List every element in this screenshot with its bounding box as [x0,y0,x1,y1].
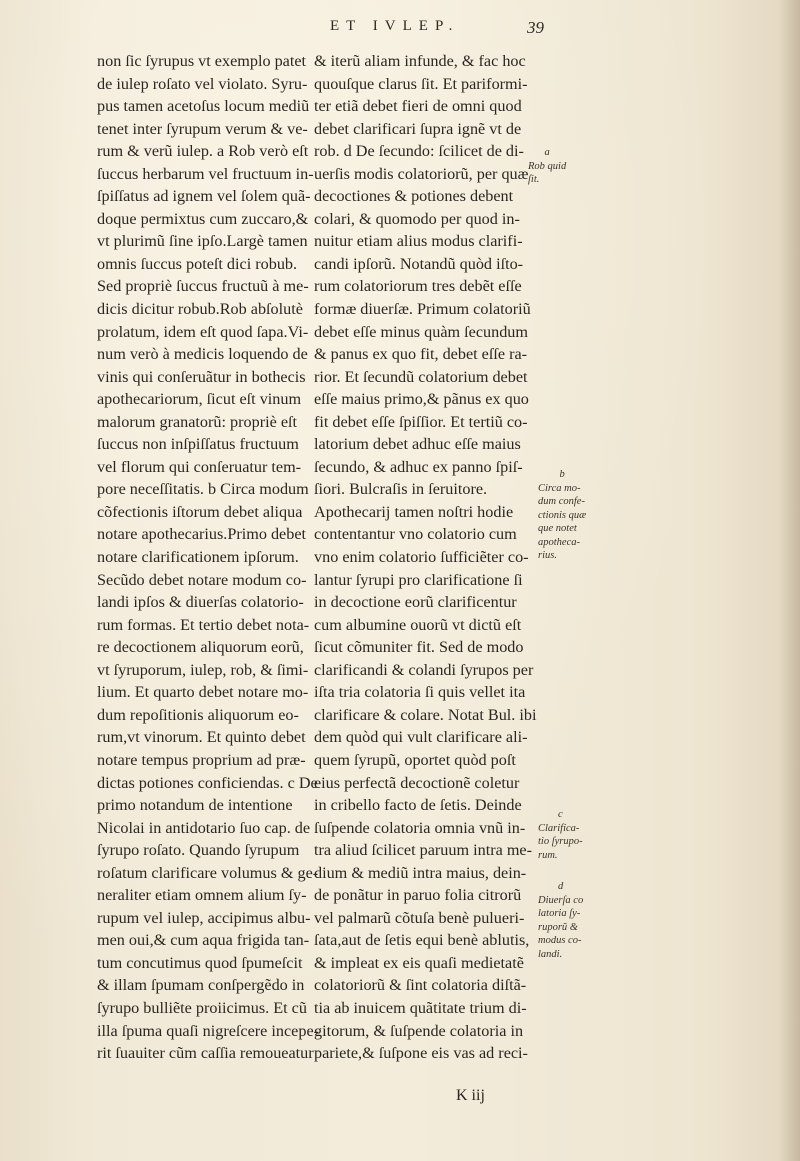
text-line: vel florum qui conſeruatur tem- [97,457,302,476]
text-line: ſiori. Bulcraſis in ſeruitore. [314,480,488,499]
text-line: ſuccus herbarum vel fructuum in- [97,164,314,183]
text-line: primo notandum de intentione [97,796,293,815]
text-line: vt ſyruporum, iulep, rob, & ſimi- [97,660,309,679]
text-line: & iterũ aliam infunde, & fac hoc [314,52,526,70]
margin-note-line: c [557,809,563,820]
text-line: prolatum, idem eſt quod ſapa.Vi- [97,322,309,341]
text-line: ter etiã debet fieri de omni quod [314,97,522,116]
text-line: ſpiſſatus ad ignem vel ſolem quã- [97,187,311,206]
text-line: apothecariorum, ſicut eſt vinum [97,390,302,409]
text-line: vno enim colatorio ſufficiẽter co- [314,548,529,567]
text-line: eius perfectã decoctionẽ coletur [314,773,520,792]
text-line: roſatum clarificare volumus & ge- [97,863,319,882]
text-line: colatoriorũ & ſint colatoria diſtã- [314,976,527,995]
text-line: re decoctionem aliquorum eorũ, [97,638,304,657]
text-line: notare clarificationem ipſorum. [97,548,299,567]
text-line: uerſis modis colatoriorũ, per quæ [314,164,529,183]
text-line: clarificare & colare. Notat Bul. ibi [314,705,537,724]
text-line: debet eſſe minus quàm ſecundum [314,322,528,341]
text-line: pus tamen acetoſus locum mediũ [97,97,310,116]
text-line: non ſic ſyrupus vt exemplo patet [97,52,307,70]
text-line: formæ diuerſæ. Primum colatoriũ [314,300,531,319]
text-line: vt plurimũ ſine ipſo.Largè tamen [97,232,308,251]
text-line: tenet inter ſyrupum verum & ve- [97,119,308,138]
text-line: ſicut cõmuniter fit. Sed de modo [314,638,524,657]
margin-note-line: que notet [538,523,577,534]
margin-note-line: d [557,881,564,892]
text-line: ſyrupo roſato. Quando ſyrupum [97,841,300,860]
text-line: rum,vt vinorum. Et quinto debet [97,728,306,747]
text-line: notare tempus proprium ad præ- [97,750,306,769]
text-line: lium. Et quarto debet notare mo- [97,683,309,702]
text-line: notare apothecarius.Primo debet [97,525,307,544]
text-line: vel palmarũ cõtuſa benè pulueri- [314,908,525,927]
margin-note-line: tio ſyrupo- [538,836,583,847]
margin-note-line: ctionis quæ [538,509,587,521]
text-line: doque permixtus cum zuccaro,& [97,209,309,228]
text-line: & panus ex quo fit, debet eſſe ra- [314,345,528,364]
signature-mark: K iij [456,1087,485,1104]
text-line: lantur ſyrupi pro clarificatione ſi [314,570,523,589]
text-line: ſuccus non inſpiſſatus fructuum [97,435,299,454]
margin-note-line: ruporũ & [538,921,578,933]
margin-note-line: Circa mo- [538,482,581,494]
text-line: in cribello facto de ſetis. Deinde [314,796,522,815]
text-line: landi ipſos & diuerſas colatorio- [97,593,304,612]
margin-note-line: Diuerſa co [538,894,584,906]
text-line: candi ipſorũ. Notandũ quòd iſto- [314,254,524,273]
text-line: iſta tria colatoria ſi quis vellet ita [314,683,526,702]
text-line: gitorum, & ſuſpende colatoria in [314,1021,524,1040]
text-line: & illam ſpumam conſpergẽdo in [97,976,305,995]
text-line: Apothecarij tamen noſtri hodie [314,502,514,521]
text-line: rob. d De ſecundo: ſcilicet de di- [314,142,524,161]
text-line: rum colatoriorum tres debẽt eſſe [314,277,522,296]
margin-note-line: a [544,147,550,158]
text-line: colari, & quomodo per quod in- [314,209,520,228]
text-line: dium & mediũ intra maius, dein- [314,863,527,882]
text-line: latorium debet adhuc eſſe maius [314,435,521,454]
text-line: rum formas. Et tertio debet nota- [97,615,310,634]
margin-note-line: rum. [538,849,558,861]
text-line: in decoctione eorũ clarificentur [314,593,517,612]
margin-note-b [538,468,586,563]
text-line: quouſque clarus ſit. Et pariformi- [314,74,528,93]
text-line: dicis dicitur robub.Rob abſolutè [97,300,303,319]
text-line: malorum granatorũ: propriè eſt [97,412,298,431]
text-line: cõfectionis iſtorum debet aliqua [97,502,303,521]
text-line: rit ſuauiter cũm caſſia remoueatur [97,1044,314,1063]
text-line: men oui,& cum aqua frigida tan- [97,931,310,950]
text-line: neraliter etiam omnem alium ſy- [97,886,307,905]
margin-note-line: modus co- [538,935,582,946]
page-header [0,14,800,44]
text-line: tia ab inuicem quãtitate trium di- [314,998,527,1017]
text-line: num verò à medicis loquendo de [97,345,308,364]
text-line: tum concutimus quod ſpumeſcit [97,953,303,972]
left-text-column [97,50,320,1065]
text-line: ſyrupo bulliẽte proiicimus. Et cũ [97,998,307,1017]
text-line: contentantur vno colatorio cum [314,525,517,544]
text-line: dum repoſitionis aliquorum eo- [97,705,299,724]
margin-note-line: Clarifica- [538,822,580,834]
margin-note-line: apotheca- [538,536,580,548]
margin-note-d [538,880,583,961]
text-line: Nicolai in antidotario ſuo cap. de [97,818,311,837]
text-line: tra aliud ſcilicet paruum intra me- [314,841,532,860]
text-line: dem quòd qui vult clarificare ali- [314,728,528,747]
text-line: eſſe maius primo,& pãnus ex quo [314,390,529,409]
text-line: clarificandi & colandi ſyrupos per [314,660,534,679]
margin-note-line: Rob quid [528,160,567,172]
text-line: nuitur etiam alius modus clarifi- [314,232,523,251]
text-line: Secũdo debet notare modum co- [97,570,307,589]
margin-note-a [528,146,566,187]
text-line: quem ſyrupũ, oportet quòd poſt [314,750,516,769]
right-text-column [314,50,537,1065]
text-line: ſecundo, & adhuc ex panno ſpiſ- [314,457,523,476]
text-line: dictas potiones conficiendas. c De [97,773,318,792]
text-line: cum albumine ouorũ vt dictũ eſt [314,615,522,634]
text-line: debet clarificari ſupra ignẽ vt de [314,119,522,138]
text-line: de iulep roſato vel violato. Syru- [97,74,308,93]
margin-note-line: ſit. [528,174,540,185]
text-line: vinis qui conſeruãtur in bothecis [97,367,306,386]
page-edge-shadow [778,0,800,1161]
text-line: & impleat ex eis quaſi medietatẽ [314,953,524,972]
margin-note-line: landi. [538,948,563,960]
text-line: Sed propriè ſuccus fructuũ à me- [97,277,309,296]
text-line: rum & verũ iulep. a Rob verò eſt [97,142,309,161]
folio-number: 39 [527,18,544,37]
margin-note-c [538,808,583,862]
text-line: ſata,aut de ſetis equi benè ablutis, [314,931,530,950]
text-line: rupum vel iulep, accipimus albu- [97,908,311,927]
text-line: de ponãtur in paruo folia citrorũ [314,886,522,905]
text-line: ſuſpende colatoria omnia vnũ in- [314,818,526,837]
text-line: rior. Et ſecundũ colatorium debet [314,367,528,386]
text-line: pariete,& ſuſpone eis vas ad reci- [314,1044,528,1063]
text-line: illa ſpuma quaſi nigreſcere incepe- [97,1021,320,1040]
margin-note-line: b [559,469,565,480]
text-line: omnis ſuccus poteſt dici robub. [97,254,298,273]
margin-note-line: dum confe- [538,496,585,507]
margin-note-line: rius. [538,550,557,561]
text-line: decoctiones & potiones debent [314,187,514,206]
text-line: fit debet eſſe ſpiſſior. Et tertiũ co- [314,412,528,431]
margin-note-line: latoria ſy- [538,908,581,919]
running-head: ET IVLEP. [330,18,460,34]
text-line: pore neceſſitatis. b Circa modum [97,480,309,499]
